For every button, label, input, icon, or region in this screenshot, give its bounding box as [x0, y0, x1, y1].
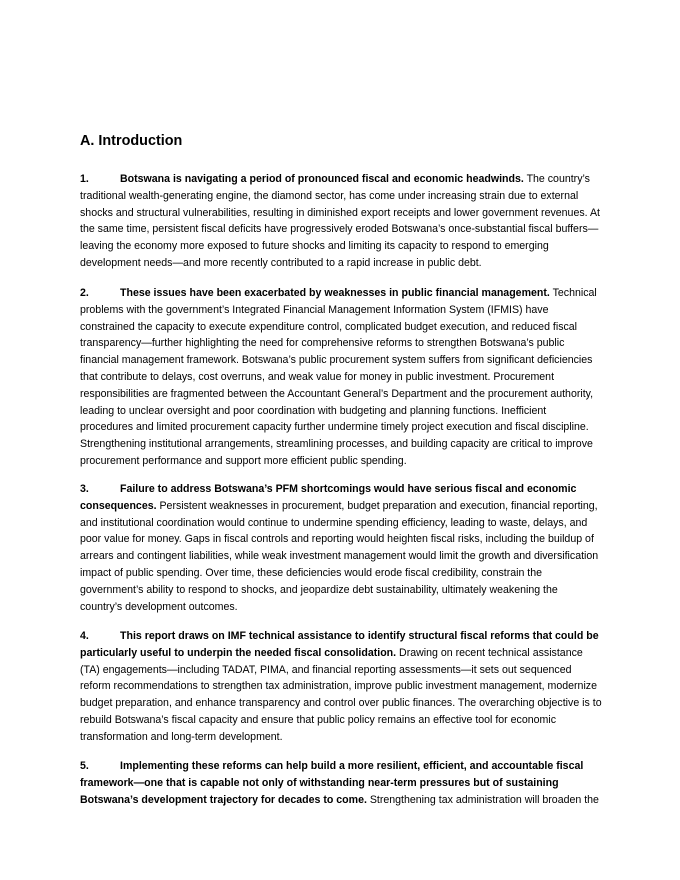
paragraph-1	[80, 171, 602, 272]
paragraph-5	[80, 758, 602, 808]
paragraph-4	[80, 628, 602, 746]
section-heading: A. Introduction	[80, 133, 183, 149]
paragraph-lead: Failure to address Botswana’s PFM shortcomings would have serious fiscal and economic consequences.	[80, 483, 577, 512]
paragraph-3	[80, 481, 602, 615]
paragraph-body: Technical problems with the government’s Integrated Financial Management Information System (IFMIS) have constrained the capacity to execute expenditure control, complicated budget execution, and reduced fiscal transparency—further highlighting the need for comprehensive reforms to strengthen Botswana’s public financial management framework. Botswana’s public procurement system suffers from significant deficiencies that contribute to delays, cost overruns, and weak value for money in public investment. Procurement responsibilities are fragmented between the Accountant General’s Department and the procurement authority, leading to unclear oversight and poor coordination with budgeting and planning functions. Inefficient procedures and limited procurement capacity further undermine timely project execution and fiscal discipline. Strengthening institutional arrangements, streamlining processes, and building capacity are critical to improve procurement performance and support more efficient public spending.	[80, 287, 597, 467]
paragraph-number: 2.	[80, 287, 89, 299]
paragraph-2	[80, 285, 602, 470]
paragraph-lead: This report draws on IMF technical assistance to identify structural fiscal reforms that could be particularly useful to underpin the needed fiscal consolidation.	[80, 630, 599, 659]
paragraph-number: 4.	[80, 630, 89, 642]
paragraph-lead: Implementing these reforms can help build a more resilient, efficient, and accountable fiscal framework—one that is capable not only of withstanding near-term pressures but of sustaining Botswana’s development trajectory for decades to come.	[80, 760, 584, 806]
paragraph-lead: Botswana is navigating a period of pronounced fiscal and economic headwinds.	[120, 173, 524, 185]
paragraph-number: 3.	[80, 483, 89, 495]
paragraph-body: The country’s traditional wealth-generating engine, the diamond sector, has come under increasing strain due to external shocks and structural vulnerabilities, resulting in diminished export receipts and lower government revenues. At the same time, persistent fiscal deficits have progressively eroded Botswana’s once-substantial fiscal buffers—leaving the economy more exposed to future shocks and limiting its capacity to respond to emerging development needs—and more recently contributed to a rapid increase in public debt.	[80, 173, 600, 269]
paragraph-lead: These issues have been exacerbated by weaknesses in public financial management.	[120, 287, 550, 299]
paragraph-body: Persistent weaknesses in procurement, budget preparation and execution, financial reporting, and institutional coordination would continue to undermine spending efficiency, leading to waste, delays, and poor value for money. Gaps in fiscal controls and reporting would heighten fiscal risks, including the buildup of arrears and contingent liabilities, while weak investment management would limit the growth and diversification impact of public spending. Over time, these deficiencies would erode fiscal credibility, constrain the government’s ability to respond to shocks, and jeopardize debt sustainability, ultimately weakening the country’s development outcomes.	[80, 499, 599, 613]
paragraph-number: 5.	[80, 760, 89, 772]
paragraph-number: 1.	[80, 173, 89, 185]
paragraph-body: Drawing on recent technical assistance (TA) engagements—including TADAT, PIMA, and financial reporting assessments—it sets out sequenced reform recommendations to strengthen tax administration, improve public investment management, modernize budget preparation, and enhance transparency and control over public finances. The overarching objective is to rebuild Botswana’s fiscal capacity and ensure that public policy remains an effective tool for economic transformation and long-term development.	[80, 646, 602, 743]
paragraph-body: Strengthening tax administration will broaden the	[366, 793, 599, 806]
